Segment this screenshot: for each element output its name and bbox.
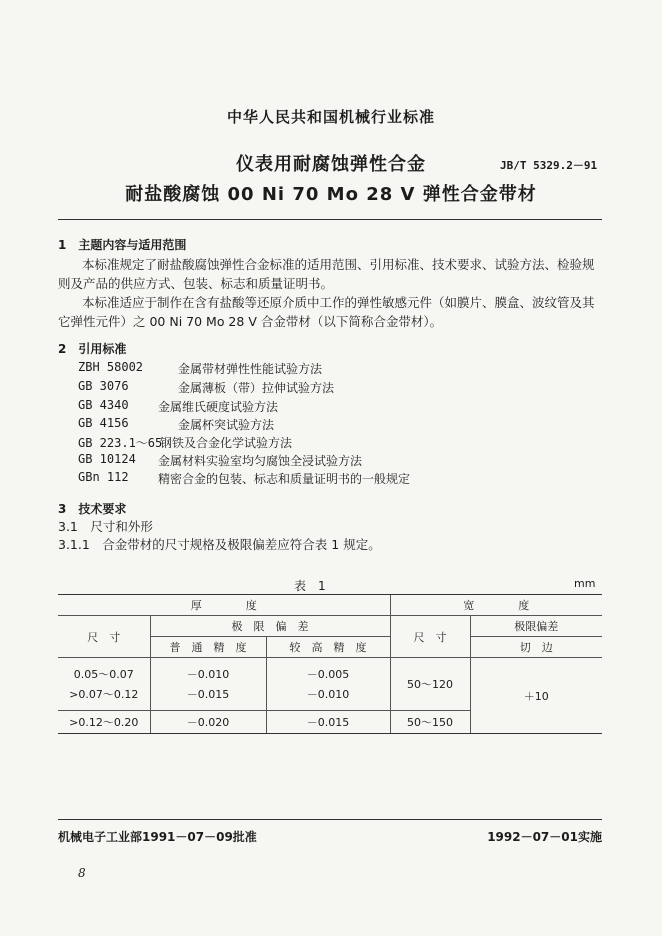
bottom-divider — [58, 819, 602, 820]
reference-title: 金属薄板（带）拉伸试验方法 — [178, 381, 335, 395]
normal-cell: －0.015 — [150, 684, 266, 711]
reference-code: ZBH 58002 — [78, 360, 144, 374]
high-cell: －0.015 — [266, 711, 390, 734]
approval-date: 机械电子工业部1991－07－09批准 — [58, 830, 257, 844]
section-1-paragraph-1: 本标准规定了耐盐酸腐蚀弹性合金标准的适用范围、引用标准、技术要求、试验方法、检验规则及产品的供应方式、包装、标志和质量证明书。 — [58, 257, 595, 291]
section-1-heading: 1 主题内容与适用范围 — [58, 238, 187, 252]
section-3-heading: 3 技术要求 — [58, 502, 127, 516]
top-divider — [58, 219, 602, 220]
dimension-table — [58, 594, 602, 734]
reference-item — [0, 398, 662, 418]
reference-code: GB 223.1～65 — [78, 436, 163, 450]
reference-code: GB 4340 — [78, 398, 129, 412]
table-row — [58, 658, 602, 685]
width-header: 宽 度 — [390, 595, 602, 616]
size-cell: >0.12～0.20 — [58, 711, 150, 734]
high-cell: －0.005 — [266, 658, 390, 685]
reference-item — [0, 470, 662, 490]
reference-code: GB 4156 — [78, 416, 129, 430]
normal-precision-header: 普 通 精 度 — [150, 637, 266, 658]
high-precision-header: 较 高 精 度 — [266, 637, 390, 658]
reference-title: 金属维氏硬度试验方法 — [158, 400, 279, 414]
standard-number: JB/T 5329.2－91 — [500, 159, 598, 172]
width-deviation-cell: ＋10 — [470, 658, 602, 734]
reference-title: 金属材料实验室均匀腐蚀全浸试验方法 — [158, 454, 363, 468]
document-title-line2: 耐盐酸腐蚀 00 Ni 70 Mo 28 V 弹性合金带材 — [125, 184, 537, 205]
reference-title: 钢铁及合金化学试验方法 — [160, 436, 293, 450]
reference-title: 精密合金的包装、标志和质量证明书的一般规定 — [158, 472, 411, 486]
normal-cell: －0.010 — [150, 658, 266, 685]
width-size-header: 尺 寸 — [390, 616, 470, 658]
effective-date: 1992－07－01实施 — [487, 830, 602, 844]
normal-cell: －0.020 — [150, 711, 266, 734]
size-cell: 0.05～0.07 — [73, 668, 134, 681]
reference-code: GB 10124 — [78, 452, 136, 466]
high-cell: －0.010 — [266, 684, 390, 711]
reference-code: GBn 112 — [78, 470, 129, 484]
section-2-heading: 2 引用标准 — [58, 342, 127, 356]
thickness-size-header: 尺 寸 — [58, 616, 150, 658]
reference-code: GB 3076 — [78, 379, 129, 393]
document-title-line1: 仪表用耐腐蚀弹性合金 — [236, 154, 426, 175]
thickness-header: 厚 度 — [58, 595, 390, 616]
cut-edge-header: 切 边 — [470, 637, 602, 658]
width-size-cell: 50～150 — [390, 711, 470, 734]
table-unit: mm — [574, 577, 596, 590]
width-size-cell: 50～120 — [390, 658, 470, 711]
size-cell: >0.07～0.12 — [58, 684, 150, 711]
page-number: 8 — [78, 866, 86, 880]
width-deviation-header: 极限偏差 — [470, 616, 602, 637]
reference-title: 金属杯突试验方法 — [178, 418, 275, 432]
standard-category: 中华人民共和国机械行业标准 — [226, 108, 435, 126]
reference-title: 金属带材弹性性能试验方法 — [178, 362, 323, 376]
section-3-1-1-text: 3.1.1 合金带材的尺寸规格及极限偏差应符合表 1 规定。 — [58, 537, 381, 552]
reference-item — [0, 379, 662, 399]
reference-item — [0, 416, 662, 436]
limit-deviation-header: 极 限 偏 差 — [150, 616, 390, 637]
reference-item — [0, 360, 662, 380]
reference-item — [0, 452, 662, 472]
table-caption: 表 1 — [294, 579, 326, 593]
reference-item — [0, 434, 662, 454]
section-1-paragraph-2: 本标准适应于制作在含有盐酸等还原介质中工作的弹性敏感元件（如膜片、膜盒、波纹管及其它弹性元件）之 00 Ni 70 Mo 28 V 合金带材（以下简称合金带材）。 — [58, 295, 595, 329]
section-3-1-heading: 3.1 尺寸和外形 — [58, 519, 153, 534]
